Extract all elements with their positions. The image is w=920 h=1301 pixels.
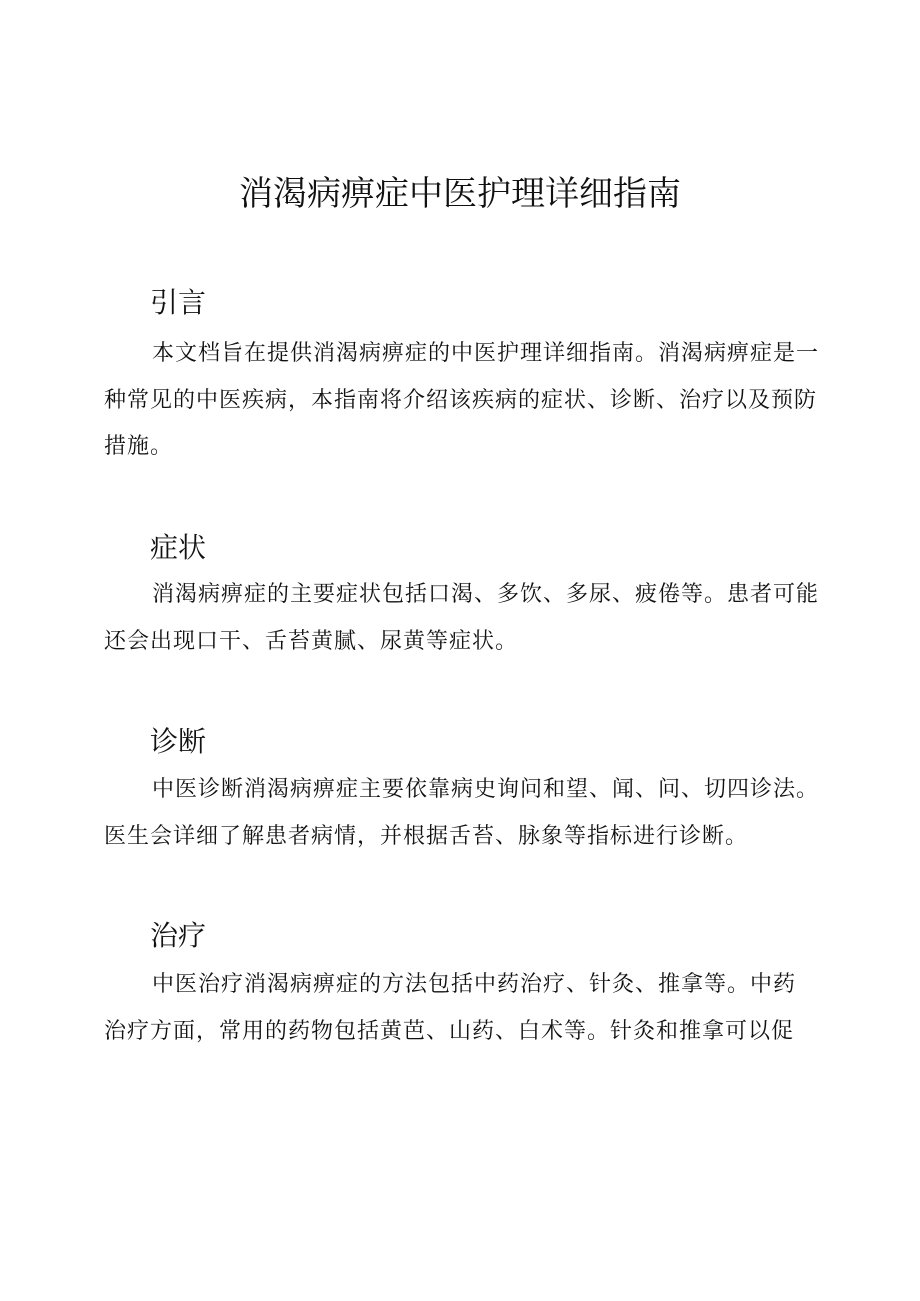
paragraph-line: 种常见的中医疾病，本指南将介绍该疾病的症状、诊断、治疗以及预防 (104, 388, 818, 413)
paragraph-line: 措施。 (104, 434, 174, 459)
section-heading-introduction: 引言 (150, 286, 207, 319)
paragraph-line: 本文档旨在提供消渴病痹症的中医护理详细指南。消渴病痹症是一 (152, 341, 820, 366)
paragraph-line: 治疗方面，常用的药物包括黄芭、山药、白术等。针灸和推拿可以促 (104, 1019, 795, 1044)
paragraph-line: 消渴病痹症的主要症状包括口渴、多饮、多尿、疲倦等。患者可能 (152, 582, 820, 607)
document-title: 消渴病痹症中医护理详细指南 (239, 174, 681, 214)
section-heading-treatment: 治疗 (150, 919, 207, 952)
section-heading-diagnosis: 诊断 (150, 725, 207, 758)
paragraph-line: 还会出现口干、舌苔黄腻、尿黄等症状。 (104, 629, 519, 654)
section-heading-symptoms: 症状 (150, 531, 207, 564)
paragraph-line: 中医治疗消渴病痹症的方法包括中药治疗、针灸、推拿等。中药 (152, 972, 797, 997)
paragraph-line: 医生会详细了解患者病情，并根据舌苔、脉象等指标进行诊断。 (104, 824, 749, 849)
paragraph-line: 中医诊断消渴病痹症主要依靠病史询问和望、闻、问、切四诊法。 (152, 777, 820, 802)
